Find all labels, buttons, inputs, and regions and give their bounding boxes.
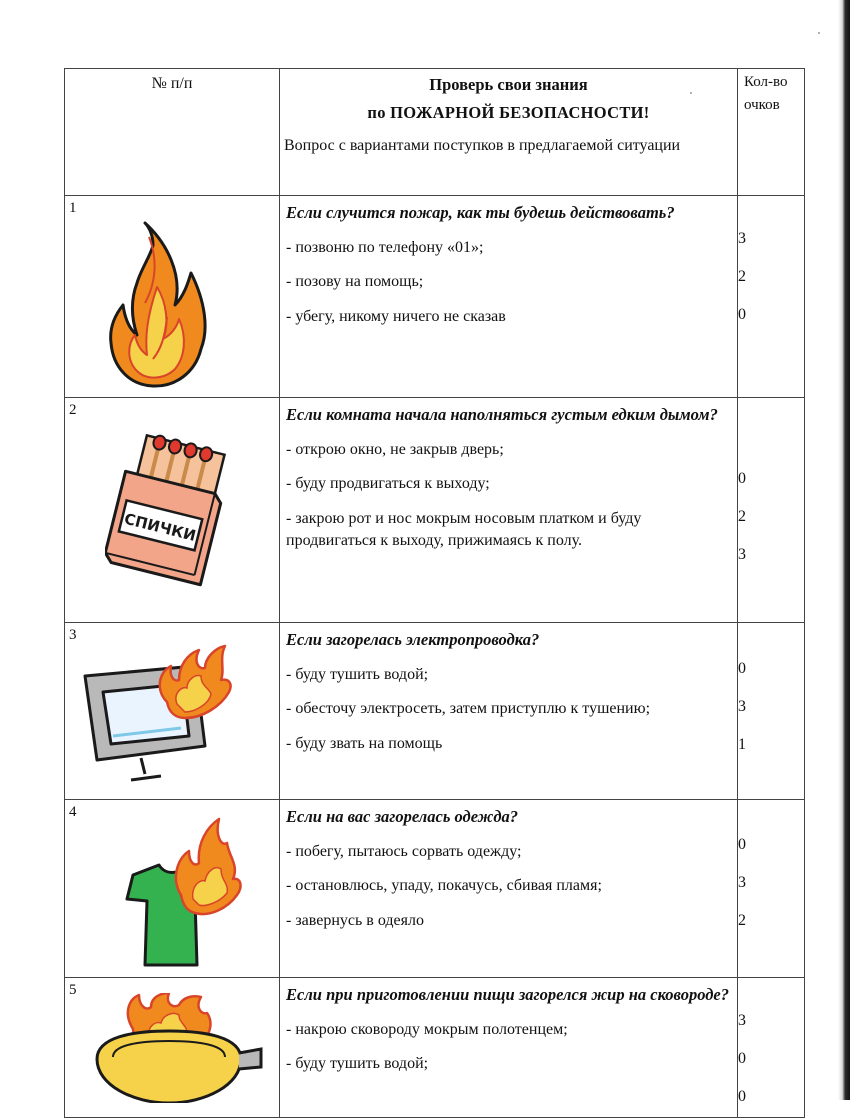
row-num-cell	[65, 398, 280, 623]
quiz-table	[64, 68, 805, 1118]
question-row-5	[65, 978, 805, 1118]
question-cell	[280, 196, 738, 398]
question-row-4	[65, 800, 805, 978]
question-cell	[280, 398, 738, 623]
score-value: 2	[738, 508, 746, 525]
row-number: 5	[69, 982, 77, 998]
answer-option: - буду тушить водой;	[286, 665, 429, 683]
num-column-header: № п/п	[65, 69, 280, 196]
score-cell	[738, 398, 805, 623]
score-value: 2	[738, 268, 746, 285]
row-number: 3	[69, 627, 77, 643]
quiz-description: Вопрос с вариантами поступков в предлагаемой ситуации	[284, 137, 681, 154]
score-value: 0	[738, 660, 746, 677]
answer-option: - убегу, никому ничего не сказав	[286, 307, 506, 325]
question-cell	[280, 623, 738, 800]
row-number: 1	[69, 200, 77, 216]
score-value: 3	[738, 698, 746, 715]
score-value: 2	[738, 912, 746, 929]
answer-option: - обесточу электросеть, затем приступлю к тушению;	[286, 700, 651, 718]
row-num-cell	[65, 623, 280, 800]
score-cell	[738, 623, 805, 800]
quiz-subtitle: по ПОЖАРНОЙ БЕЗОПАСНОСТИ!	[367, 103, 650, 122]
score-value: 3	[738, 546, 746, 563]
row-number: 4	[69, 804, 77, 820]
answer-option: - остановлюсь, упаду, покачусь, сбивая пламя;	[286, 877, 602, 895]
score-cell	[738, 196, 805, 398]
score-value: 1	[738, 736, 746, 753]
score-value: 0	[738, 836, 746, 853]
burning-pan-icon	[93, 993, 263, 1103]
answer-option: - накрою сковороду мокрым полотенцем;	[286, 1020, 568, 1038]
question-text: Если комната начала наполняться густым едким дымом?	[286, 405, 718, 424]
answer-option: - буду тушить водой;	[286, 1055, 429, 1073]
answer-option: - позвоню по телефону «01»;	[286, 238, 484, 256]
score-cell	[738, 978, 805, 1118]
question-cell	[280, 978, 738, 1118]
question-column-header	[280, 69, 738, 196]
burning-shirt-icon	[115, 813, 245, 969]
score-column-header: Кол-во очков	[738, 69, 805, 196]
score-cell	[738, 800, 805, 978]
row-num-cell	[65, 978, 280, 1118]
question-row-1	[65, 196, 805, 398]
quiz-title: Проверь свои знания	[429, 75, 588, 94]
header-row	[65, 69, 805, 196]
answer-option: - буду звать на помощь	[286, 734, 443, 752]
score-value: 3	[738, 874, 746, 891]
question-text: Если при приготовлении пищи загорелся жир на сковороде?	[286, 985, 729, 1004]
answer-option: - открою окно, не закрыв дверь;	[286, 440, 504, 458]
question-cell	[280, 800, 738, 978]
answer-option: - завернусь в одеяло	[286, 911, 424, 929]
score-value: 3	[738, 1012, 746, 1029]
matchbox-label: СПИЧКИ	[122, 509, 198, 545]
score-value: 0	[738, 1050, 746, 1067]
question-text: Если случится пожар, как ты будешь действовать?	[286, 203, 675, 222]
answer-option: - побегу, пытаюсь сорвать одежду;	[286, 842, 522, 860]
scan-edge-shadow	[838, 0, 850, 1100]
score-value: 0	[738, 470, 746, 487]
score-value: 0	[738, 306, 746, 323]
score-value: 0	[738, 1088, 746, 1105]
scan-speck	[818, 32, 820, 34]
question-row-2	[65, 398, 805, 623]
answer-option: - позову на помощь;	[286, 273, 424, 291]
question-text: Если на вас загорелась одежда?	[286, 807, 519, 826]
row-number: 2	[69, 402, 77, 418]
answer-option: - закрою рот и нос мокрым носовым платком и буду продвигаться к выходу, прижимаясь к полу.	[286, 509, 642, 550]
row-num-cell	[65, 196, 280, 398]
question-text: Если загорелась электропроводка?	[286, 630, 540, 649]
score-value: 3	[738, 230, 746, 247]
row-num-cell	[65, 800, 280, 978]
question-row-3	[65, 623, 805, 800]
flame-icon	[105, 217, 215, 389]
burning-tv-icon	[75, 636, 235, 786]
answer-option: - буду продвигаться к выходу;	[286, 475, 490, 493]
matchbox-icon	[105, 419, 235, 589]
